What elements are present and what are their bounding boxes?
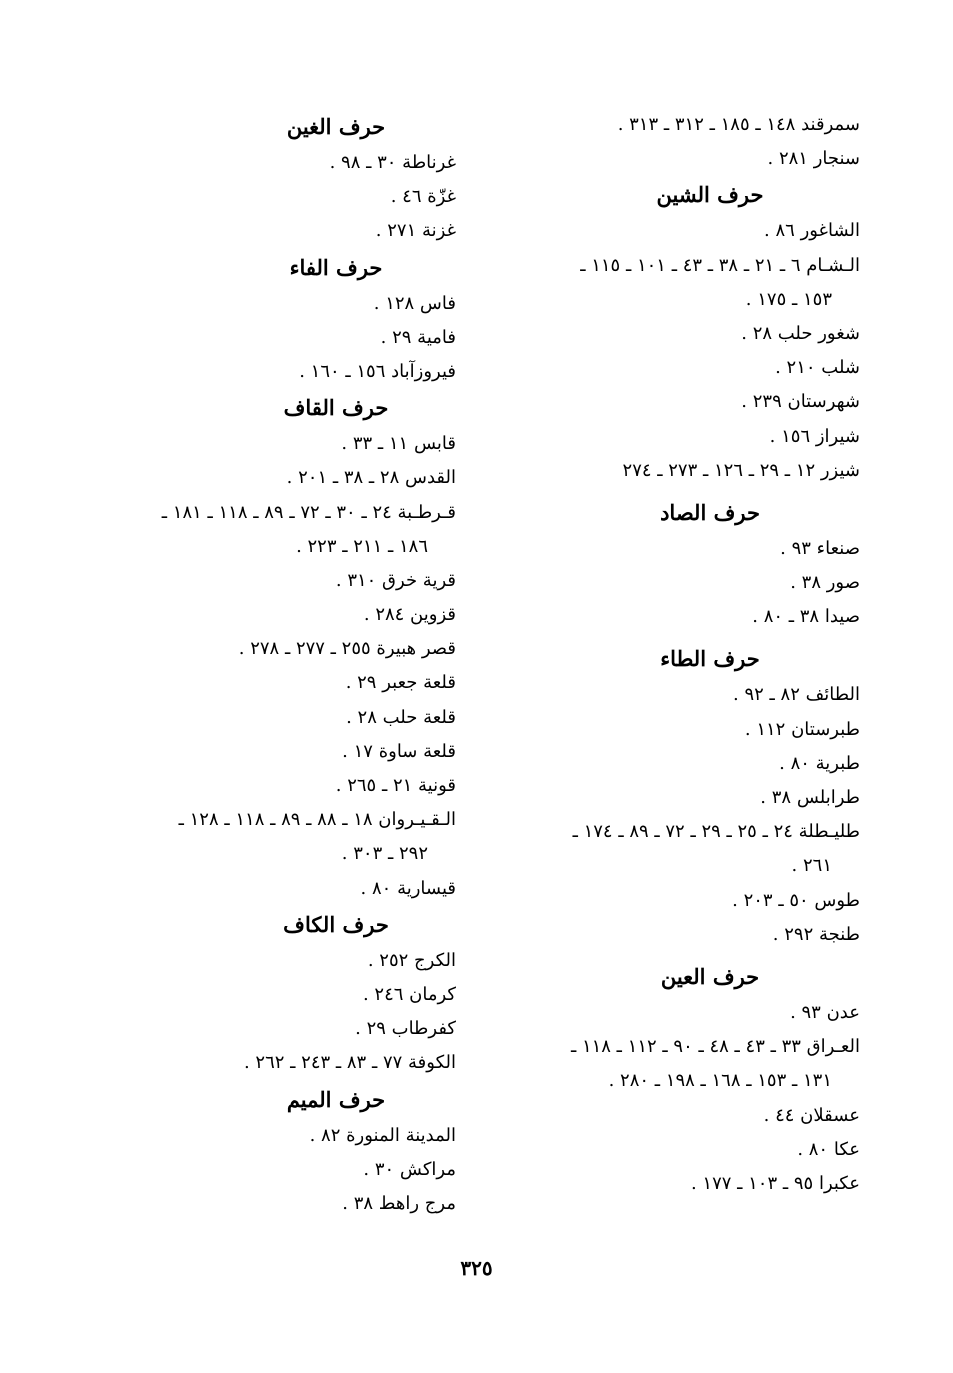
index-entry: قصر هبيرة ٢٥٥ ـ ٢٧٧ ـ ٢٧٨ . [238,638,456,660]
index-entry: كرمان ٢٤٦ . [362,983,456,1005]
index-entry: فاس ١٢٨ . [373,292,456,314]
index-entry: عدن ٩٣ . [790,1001,860,1023]
index-entry: عكبرا ٩٥ ـ ١٠٣ ـ ١٧٧ . [690,1172,860,1194]
index-entry: القدس ٢٨ ـ ٣٨ ـ ٢٠١ . [286,467,456,489]
section-heading: حرف الميم [286,1086,386,1112]
index-entry: قابس ١١ ـ ٣٣ . [341,433,456,455]
index-entry: شلب ٢١٠ . [775,357,860,379]
index-entry: طبرية ٨٠ . [779,752,860,774]
index-entry: سنجار ٢٨١ . [767,148,860,170]
index-entry: عسقلان ٤٤ . [763,1104,860,1126]
index-entry: عكا ٨٠ . [797,1138,860,1160]
section-heading: حرف الطاء [660,646,760,672]
index-entry: شهرستان ٢٣٩ . [741,391,860,413]
index-entry: كفرطاب ٢٩ . [355,1018,456,1040]
index-entry: صور ٣٨ . [790,572,860,594]
index-entry: طنجة ٢٩٢ . [772,923,860,945]
index-entry: قلعة ساوة ١٧ . [342,740,456,762]
section-heading: حرف الشين [656,182,764,208]
index-entry: الـشـام ٦ ـ ٢١ ـ ٣٨ ـ ٤٣ ـ ١٠١ ـ ١١٥ ـ [580,254,860,276]
index-entry-continuation: ١٨٦ ـ ٢١١ ـ ٢٢٣ . [296,535,428,557]
index-entry: العـراق ٣٣ ـ ٤٣ ـ ٤٨ ـ ٩٠ ـ ١١٢ ـ ١١٨ ـ [570,1036,860,1058]
index-entry: غزنة ٢٧١ . [375,220,456,242]
section-heading: حرف الكاف [283,911,389,937]
index-entry: قيسارية ٨٠ . [360,877,456,899]
index-entry-continuation: ٢٩٢ ـ ٣٠٣ . [341,843,428,865]
index-entry: الطائف ٨٢ ـ ٩٢ . [733,684,860,706]
index-entry: فامية ٢٩ . [380,326,456,348]
index-entry: غزّة ٤٦ . [390,186,456,208]
index-entry: مراكش ٣٠ . [363,1158,456,1180]
index-entry: صيدا ٣٨ ـ ٨٠ . [752,606,860,628]
index-entry: المدينة المنورة ٨٢ . [309,1124,456,1146]
page-number: ٣٢٥ [460,1256,493,1280]
index-entry: الكرج ٢٥٢ . [367,949,456,971]
index-entry: فيروزآباد ١٥٦ ـ ١٦٠ . [299,360,456,382]
index-entry: سمرقند ١٤٨ ـ ١٨٥ ـ ٣١٢ ـ ٣١٣ . [617,114,860,135]
index-entry: طليـطلة ٢٤ ـ ٢٥ ـ ٢٩ ـ ٧٢ ـ ٨٩ ـ ١٧٤ ـ [572,821,860,843]
section-heading: حرف القاف [283,395,389,421]
index-entry-continuation: ٢٦١ . [791,855,832,877]
section-heading: حرف الصاد [660,499,760,525]
index-entry: طوس ٥٠ ـ ٢٠٣ . [732,889,860,911]
index-entry: مرج راهط ٣٨ . [342,1192,456,1214]
index-entry: قرية خرق ٣١٠ . [335,569,456,591]
section-heading: حرف الغين [286,114,386,139]
index-entry: شيراز ١٥٦ . [769,425,860,447]
right-column [500,108,860,1201]
index-entry: قزوين ٢٨٤ . [363,604,456,626]
index-entry: الكوفة ٧٧ ـ ٨٣ ـ ٢٤٣ ـ ٢٦٢ . [243,1052,456,1074]
index-entry: قونية ٢١ ـ ٢٦٥ . [335,775,456,796]
index-entry-continuation: ١٣١ ـ ١٥٣ ـ ١٦٨ ـ ١٩٨ ـ ٢٨٠ . [608,1070,832,1092]
index-entry: قلعة حلب ٢٨ . [346,706,456,728]
index-entry-continuation: ١٥٣ ـ ١٧٥ . [745,288,832,310]
index-entry: طبرستان ١١٢ . [744,718,860,740]
index-entry: غرناطة ٣٠ ـ ٩٨ . [329,152,456,173]
left-column [96,108,456,1221]
section-heading: حرف الفاء [289,254,383,280]
index-entry: الشاغور ٨٦ . [764,220,860,242]
index-entry: طرابلس ٣٨ . [760,787,860,808]
index-entry: صنعاء ٩٣ . [780,537,860,559]
index-entry: قـرطـبة ٢٤ ـ ٣٠ ـ ٧٢ ـ ٨٩ ـ ١١٨ ـ ١٨١ ـ [161,501,456,523]
index-entry: قلعة جعبر ٢٩ . [345,672,456,694]
index-entry: شغور حلب ٢٨ . [741,322,860,344]
index-entry: شيزر ١٢ ـ ٢٩ ـ ١٢٦ ـ ٢٧٣ ـ ٢٧٤ [622,459,860,481]
index-entry: الـقـيـروان ١٨ ـ ٨٨ ـ ٨٩ ـ ١١٨ ـ ١٢٨ ـ [178,809,456,831]
section-heading: حرف العين [660,963,760,989]
